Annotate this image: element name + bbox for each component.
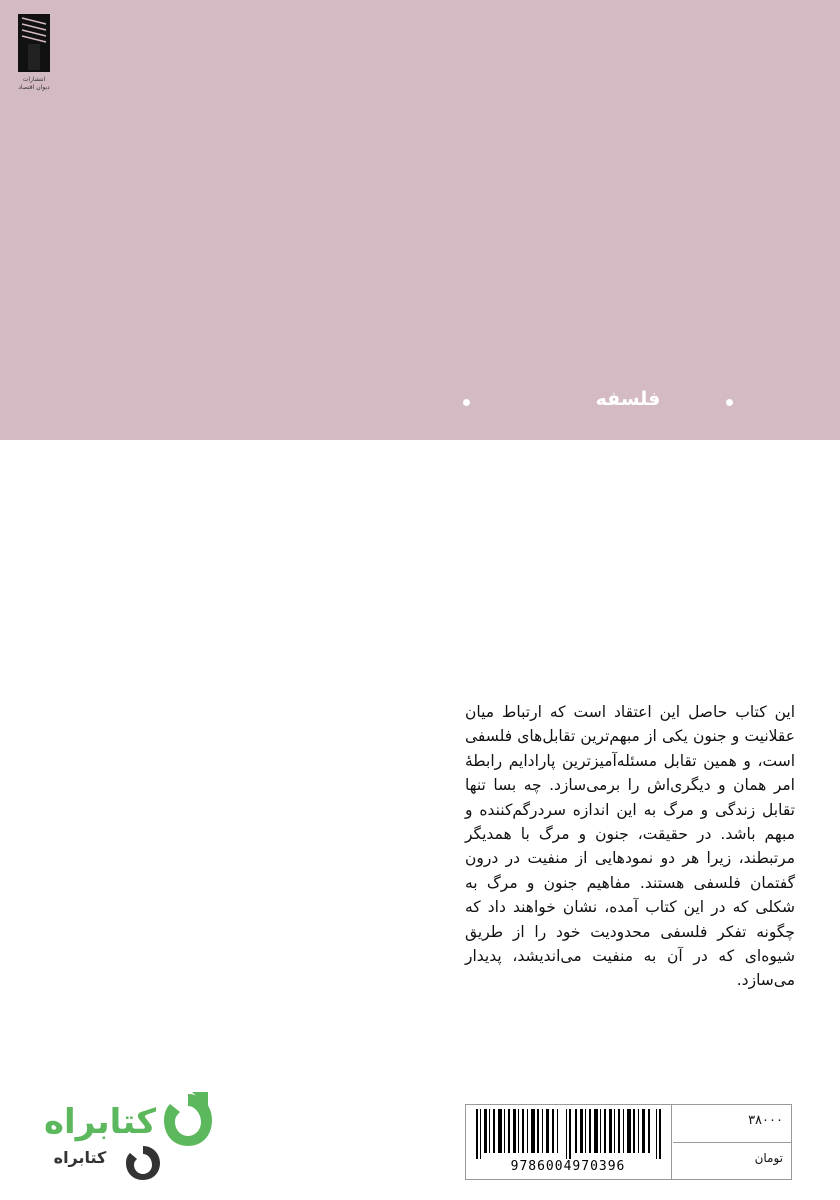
watermark-brand-large: کتابراه xyxy=(43,1102,157,1142)
publisher-logo-text: انتشارات دیوان اقتصاد xyxy=(18,76,50,91)
price-currency: تومان xyxy=(754,1151,783,1165)
barcode-price-box xyxy=(465,1104,792,1180)
ketabrah-watermark xyxy=(40,1090,215,1185)
category-label: فلسفه xyxy=(595,388,661,410)
cover-top-band xyxy=(0,0,840,440)
ketabrah-small-logo-icon xyxy=(124,1144,162,1182)
watermark-brand-small: کتابراه xyxy=(53,1148,107,1167)
publisher-logo-icon xyxy=(18,14,50,72)
category-label-row xyxy=(463,388,733,416)
price-amount: ۳۸۰۰۰ xyxy=(748,1113,783,1128)
price-divider xyxy=(673,1142,791,1143)
barcode xyxy=(466,1105,672,1179)
back-cover-blurb: این کتاب حاصل این اعتقاد است که ارتباط میان عقلانیت و جنون یکی از مبهم‌ترین تقابل‌های فلسفی است، و همین تقابل مسئله‌آمیزترین پارادایم رابطهٔ امر همان و دیگری‌اش را برمی‌سازد. چه بسا تنها تقابل زندگی و مرگ به این اندازه سردرگم‌کننده و مبهم باشد. در حقیقت، جنون و مرگ با همدیگر مرتبطند، زیرا هر دو نمودهایی از منفیت در درون گفتمان فلسفی هستند. مفاهیم جنون و مرگ به شکلی که در این کتاب آمده، نشان خواهند داد که چگونه تفکر فلسفی محدودیت خود را از طریق شیوه‌ای که در آن به منفیت می‌اندیشد، پدیدار می‌سازد. xyxy=(465,703,795,990)
isbn-number: 9786004970396 xyxy=(510,1159,626,1174)
publisher-logo xyxy=(14,14,54,98)
bullet-dot-right xyxy=(726,399,733,406)
ketabrah-logo-icon xyxy=(162,1092,214,1148)
barcode-icon xyxy=(474,1109,664,1159)
price-area xyxy=(673,1105,791,1179)
